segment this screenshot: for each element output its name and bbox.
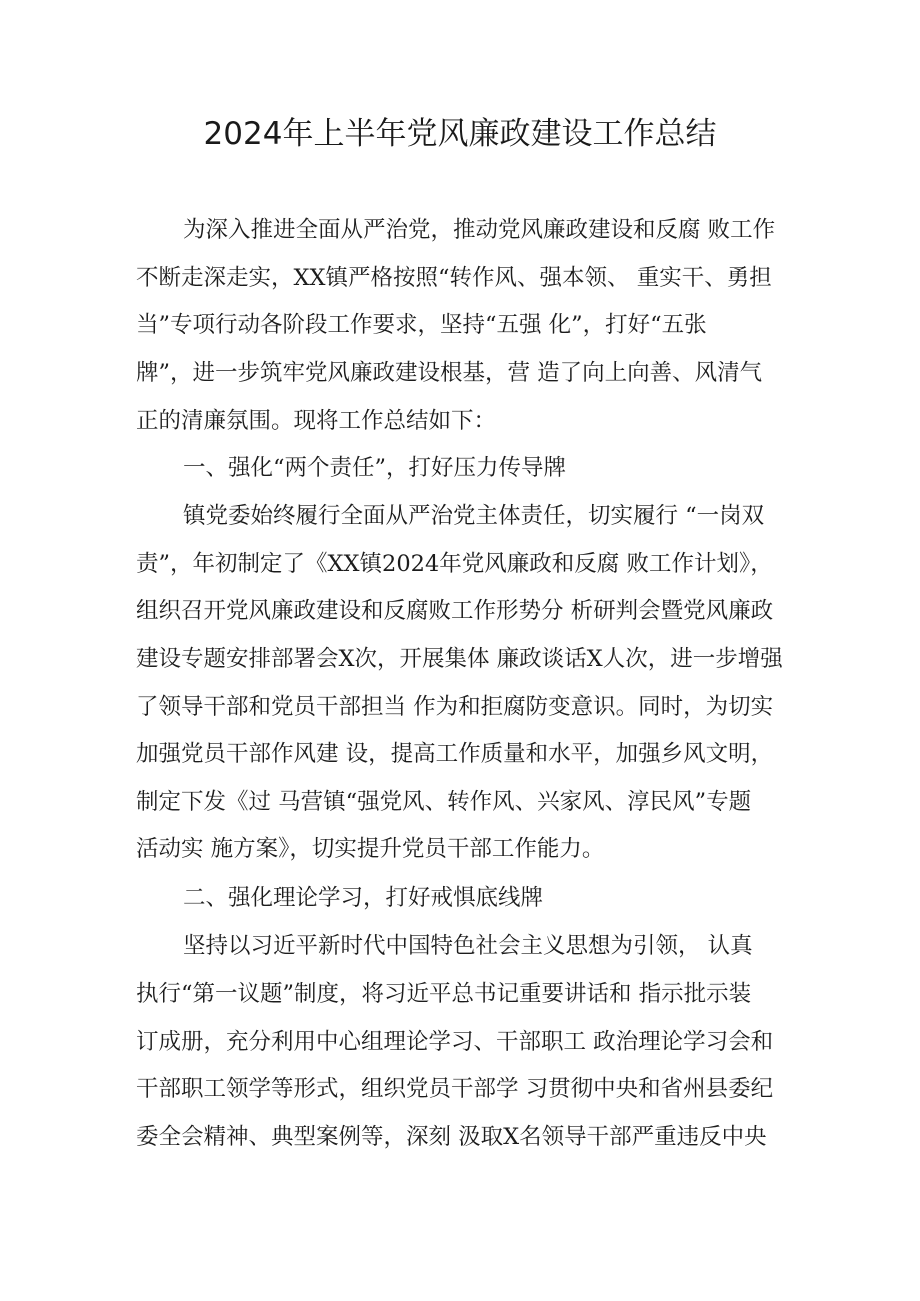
paragraph-section2-line-4: 干部职工领学等形式，组织党员干部学 习贯彻中央和省州县委纪 [136,1076,774,1102]
paragraph-intro-line-4: 牌”，进一步筑牢党风廉政建设根基，营 造了向上向善、风清气 [136,360,763,386]
paragraph-intro-line-2: 不断走深走实，XX镇严格按照“转作风、强本领、 重实干、勇担 [136,265,772,291]
paragraph-section1-line-4: 建设专题安排部署会X次，开展集体 廉政谈话X人次，进一步增强 [136,646,783,672]
document-title: 2024年上半年党风廉政建设工作总结 [203,116,717,152]
section-heading-2: 二、强化理论学习，打好戒惧底线牌 [183,885,544,911]
paragraph-intro-line-5: 正的清廉氛围。现将工作总结如下： [136,408,497,434]
paragraph-section2-line-2: 执行“第一议题”制度，将习近平总书记重要讲话和 指示批示装 [136,981,752,1007]
paragraph-section1-line-5: 了领导干部和党员干部担当 作为和拒腐防变意识。同时，为切实 [136,694,774,720]
paragraph-section2-line-3: 订成册，充分利用中心组理论学习、干部职工 政治理论学习会和 [136,1029,774,1055]
paragraph-section2-line-5: 委全会精神、典型案例等，深刻 汲取X名领导干部严重违反中央 [136,1124,767,1150]
paragraph-section1-line-1: 镇党委始终履行全面从严治党主体责任，切实履行 “一岗双 [183,503,765,529]
paragraph-intro-line-3: 当”专项行动各阶段工作要求，坚持“五强 化”，打好“五张 [136,312,707,338]
paragraph-section1-line-8: 活动实 施方案》，切实提升党员干部工作能力。 [136,836,605,862]
paragraph-section1-line-7: 制定下发《过 马营镇“强党风、转作风、兴家风、淳民风”专题 [136,789,752,815]
section-heading-1: 一、强化“两个责任”，打好压力传导牌 [183,455,567,481]
paragraph-intro-line-1: 为深入推进全面从严治党，推动党风廉政建设和反腐 败工作 [183,217,776,243]
paragraph-section1-line-2: 责”，年初制定了《XX镇2024年党风廉政和反腐 败工作计划》， [136,551,773,577]
paragraph-section2-line-1: 坚持以习近平新时代中国特色社会主义思想为引领， 认真 [183,933,753,959]
paragraph-section1-line-3: 组织召开党风廉政建设和反腐败工作形势分 析研判会暨党风廉政 [136,598,774,624]
paragraph-section1-line-6: 加强党员干部作风建 设，提高工作质量和水平，加强乡风文明， [136,741,774,767]
